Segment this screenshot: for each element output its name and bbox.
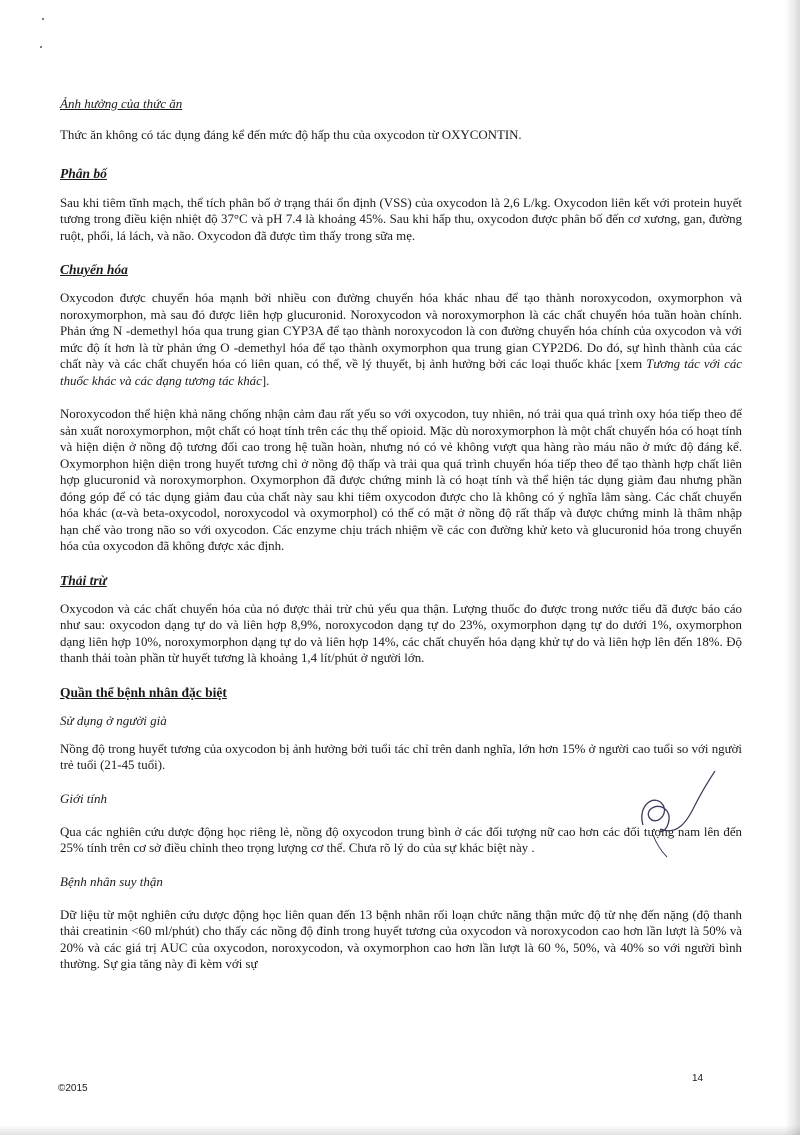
food-effect-text: Thức ăn không có tác dụng đáng kể đến mức độ hấp thu của oxycodon từ OXYCONTIN. [60,128,522,142]
gender-heading: Giới tính [60,790,108,806]
elderly-heading: Sử dụng ở người già [60,712,167,728]
distribution-text: Sau khi tiêm tĩnh mạch, thể tích phân bố ở trạng thái ổn định (VSS) của oxycodon là 2,6 L/kg. Oxycodon liên kết với protein huyết tương trong điều kiện nhiệt độ 37°C và pH 7.4 là khoảng 45%. Sau khi hấp thu, oxycodon được phân bố đến cơ xương, gan, đường ruột, phổi, lá lách, và não. Oxycodon đã được tìm thấy trong sữa mẹ. [60,195,742,243]
food-effect-heading: Ảnh hưởng của thức ăn [60,96,183,111]
handwritten-signature [615,765,725,860]
renal-text: Dữ liệu từ một nghiên cứu dược động học liên quan đến 13 bệnh nhân rối loạn chức năng thận mức độ từ nhẹ đến nặng (độ thanh thải creatinin <60 ml/phút) cho thấy các nồng độ đỉnh trong huyết tương của oxycodon và noroxycodon cao hơn lần lượt là 50% và 20% và các giá trị AUC của oxycodon, noroxycodon, và oxymorphon cao hơn lần lượt là 60 %, 50%, và 40% so với người bình thường. Sự gia tăng này đi kèm với sự [60,907,742,971]
elimination-heading: Thải trừ [60,572,107,588]
scan-speck [42,18,44,20]
metabolism-paragraph-1-end: ]. [261,373,270,388]
gender-text: Qua các nghiên cứu dược động học riêng lẻ, nồng độ oxycodon trung bình ở các đối tượng nữ cao hơn các đối tượng nam lên đến 25% tính trên cơ sở điều chỉnh theo trọng lượng cơ thể. Chưa rõ lý do của sự khác biệt này . [60,824,742,855]
elderly-text: Nồng độ trong huyết tương của oxycodon bị ảnh hưởng bởi tuổi tác chỉ trên danh nghĩa, lớn hơn 15% ở người cao tuổi so với người trẻ tuổi (21-45 tuổi). [60,741,742,772]
metabolism-heading: Chuyển hóa [60,262,128,277]
distribution-heading: Phân bố [60,165,107,181]
scan-speck [40,46,42,48]
cross-reference-link-text: Tương tác với các thuốc khác và các dạng tương tác khác [60,357,742,388]
scan-edge-shadow [785,0,800,1135]
metabolism-paragraph-2: Noroxycodon thể hiện khả năng chống nhận cảm đau rất yếu so với oxycodon, tuy nhiên, nó trải qua quá trình oxy hóa tiếp theo để sản xuất noroxymorphon, một chất có hoạt tính trên các thụ thể opioid. Mặc dù noroxymorphon là một chất chuyển hóa có hoạt tính và hiện diện ở nồng độ tương đối cao trong hệ tuần hoàn, nhưng nó có vẻ không vượt qua hàng rào máu não ở mức độ đáng kể. Oxymorphon hiện diện trong huyết tương chỉ ở nồng độ thấp và trải qua quá trình chuyển hóa tiếp theo để tạo thành hợp chất liên hợp glucuronid và noroxymorphon. Oxymorphon đã được chứng minh là có hoạt tính và thể hiện tác dụng giảm đau nhưng phần đóng góp để có tác dụng giảm đau của chất này sau khi tiêm oxycodon được cho là không có ý nghĩa lâm sàng. Các chất chuyển hóa khác (α-và beta-oxycodol, noroxycodol và oxymorphol) có thể có mặt ở nồng độ rất thấp và được chứng minh là thâm nhập hạn chế vào trong não so với oxycodon. Các enzyme chịu trách nhiệm về các con đường khử keto và glucuronid hóa trong chuyển hóa của oxycodon đã không được xác định. [60,407,742,553]
elimination-text: Oxycodon và các chất chuyển hóa của nó được thải trừ chủ yếu qua thận. Lượng thuốc đo được trong nước tiểu đã được báo cáo như sau: oxycodon dạng tự do và liên hợp 8,9%, noroxycodon dạng tự do 23%, oxymorphon dạng tự do dưới 1%, oxymorphon dạng liên hợp 10%, noroxymorphon dạng tự do và liên hợp 14%, các chất chuyển hóa dạng khử tự do và liên hợp lên đến 18%. Độ thanh thải toàn phần từ huyết tương là khoảng 1,4 lít/phút ở người lớn. [60,601,742,665]
special-populations-heading: Quần thể bệnh nhân đặc biệt [60,684,227,700]
page-number: 14 [692,1073,704,1084]
scan-bottom-shadow [0,1125,800,1135]
renal-heading: Bệnh nhân suy thận [60,873,163,889]
metabolism-paragraph-1-text: Oxycodon được chuyển hóa mạnh bởi nhiều con đường chuyển hóa khác nhau để tạo thành noroxycodon, oxymorphon và noroxymorphon, mà sau đó được liên hợp glucuronid. Noroxycodon và noroxymorphon là các chất chuyển hóa tuần hoàn chính. Phản ứng N -demethyl hóa qua trung gian CYP3A để tạo thành noroxycodon là con đường chuyển hóa chính của oxycodon và với mức độ ít hơn là từ phản ứng O -demethyl hóa để tạo thành oxymorphon qua trung gian CYP2D6. Do đó, sự hình thành của các chất này và các chất chuyển hóa có liên quan, có thể, về lý thuyết, bị ảnh hưởng bởi các loại thuốc khác [xem [60,291,742,371]
metabolism-paragraph-1 [60,290,742,389]
copyright: ©2015 [58,1083,88,1094]
